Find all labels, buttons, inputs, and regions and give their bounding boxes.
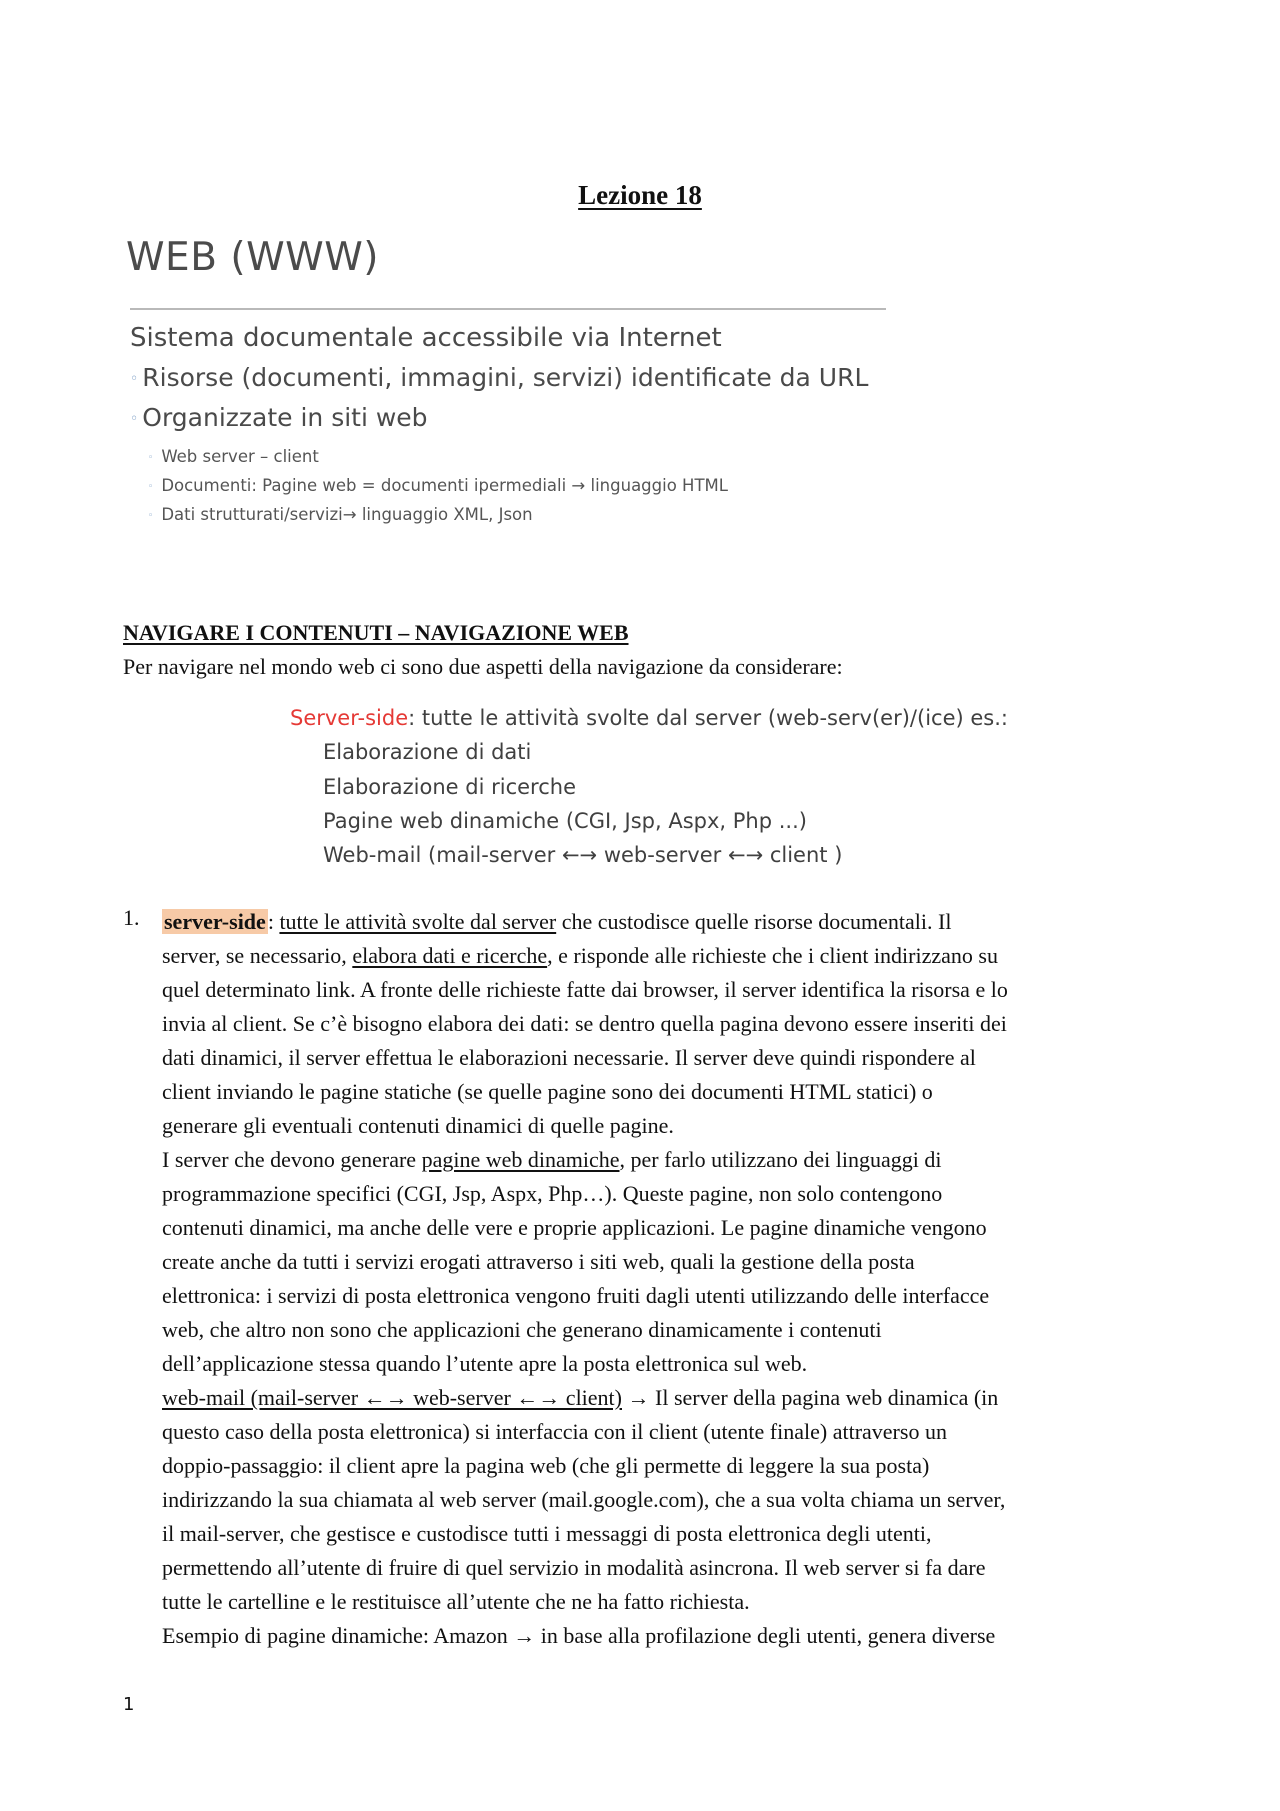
body-line: create anche da tutti i servizi erogati attraverso i siti web, quali la gestione della posta: [162, 1249, 915, 1274]
slide2-item: Elaborazione di dati: [323, 740, 532, 764]
underlined-phrase: web-mail (mail-server ←→ web-server ←→ client): [162, 1385, 622, 1410]
body-line: server-side: tutte le attività svolte dal server che custodisce quelle risorse documentali. Il: [164, 909, 952, 934]
intro-paragraph: Per navigare nel mondo web ci sono due aspetti della navigazione da considerare:: [123, 654, 843, 679]
body-line: web-mail (mail-server ←→ web-server ←→ client) → Il server della pagina web dinamica (in: [162, 1385, 999, 1410]
body-line: Esempio di pagine dinamiche: Amazon → in base alla profilazione degli utenti, genera diverse: [162, 1623, 996, 1648]
underlined-phrase: tutte le attività svolte dal server: [279, 909, 557, 934]
body-line: dell’applicazione stessa quando l’utente apre la posta elettronica sul web.: [162, 1351, 808, 1376]
body-line: client inviando le pagine statiche (se quelle pagine sono dei documenti HTML statici) o: [162, 1079, 933, 1104]
body-line: server, se necessario, elabora dati e ricerche, e risponde alle richieste che i client indirizzano su: [162, 943, 998, 968]
slide2-item: Web-mail (mail-server ←→ web-server ←→ client ): [323, 843, 843, 867]
slide-bullet-level1: ◦ Risorse (documenti, immagini, servizi) identificate da URL: [130, 363, 869, 392]
slide-bullet-level2: ◦ Documenti: Pagine web = documenti ipermediali → linguaggio HTML: [148, 476, 728, 495]
bullet-icon: ◦: [130, 411, 139, 427]
list-item-body: [162, 905, 1172, 1653]
body-line: doppio-passaggio: il client apre la pagina web (che gli permette di leggere la sua posta): [162, 1453, 930, 1478]
highlighted-term: server-side: [164, 909, 266, 934]
body-line: I server che devono generare pagine web dinamiche, per farlo utilizzano dei linguaggi di: [162, 1147, 942, 1172]
lesson-title: Lezione 18: [578, 180, 702, 210]
slide-bullet-level2: ◦ Web server – client: [148, 447, 319, 466]
list-number: 1.: [123, 905, 140, 930]
server-side-label: Server-side: [290, 706, 409, 730]
body-line: generare gli eventuali contenuti dinamici di quelle pagine.: [162, 1113, 674, 1138]
body-line: invia al client. Se c’è bisogno elabora dei dati: se dentro quella pagina devono essere inseriti dei: [162, 1011, 1007, 1036]
slide-main-point: Sistema documentale accessibile via Internet: [130, 323, 722, 353]
body-line: questo caso della posta elettronica) si interfaccia con il client (utente finale) attraverso un: [162, 1419, 947, 1444]
body-line: indirizzando la sua chiamata al web server (mail.google.com), che a sua volta chiama un server,: [162, 1487, 1006, 1512]
bullet-icon: ◦: [148, 482, 154, 492]
slide2-heading: Server-side: tutte le attività svolte dal server (web-serv(er)/(ice) es.:: [290, 706, 1008, 730]
underlined-phrase: elabora dati e ricerche: [352, 943, 548, 968]
underlined-phrase: pagine web dinamiche: [421, 1147, 620, 1172]
page-number: 1: [123, 1694, 135, 1715]
body-line: contenuti dinamici, ma anche delle vere e proprie applicazioni. Le pagine dinamiche vengono: [162, 1215, 987, 1240]
bullet-icon: ◦: [148, 511, 154, 521]
body-line: il mail-server, che gestisce e custodisce tutti i messaggi di posta elettronica degli utenti,: [162, 1521, 932, 1546]
bullet-icon: ◦: [148, 453, 154, 463]
body-line: tutte le cartelline e le restituisce all’utente che ne ha fatto richiesta.: [162, 1589, 750, 1614]
body-line: web, che altro non sono che applicazioni che generano dinamicamente i contenuti: [162, 1317, 882, 1342]
slide-image-web-www: [126, 235, 906, 524]
body-line: permettendo all’utente di fruire di quel servizio in modalità asincrona. Il web server si fa dare: [162, 1555, 986, 1580]
section-heading: NAVIGARE I CONTENUTI – NAVIGAZIONE WEB: [123, 620, 629, 645]
body-line: quel determinato link. A fronte delle richieste fatte dai browser, il server identifica la risorsa e lo: [162, 977, 1008, 1002]
slide-bullet-level1: ◦ Organizzate in siti web: [130, 403, 428, 432]
slide-divider: [130, 308, 886, 310]
slide2-item: Elaborazione di ricerche: [323, 775, 576, 799]
slide2-item: Pagine web dinamiche (CGI, Jsp, Aspx, Php ...): [323, 809, 807, 833]
body-line: dati dinamici, il server effettua le elaborazioni necessarie. Il server deve quindi rispondere al: [162, 1045, 976, 1070]
body-line: elettronica: i servizi di posta elettronica vengono fruiti dagli utenti utilizzando delle interfacce: [162, 1283, 990, 1308]
bullet-icon: ◦: [130, 371, 139, 387]
slide-title: WEB (WWW): [126, 235, 379, 280]
slide-bullet-level2: ◦ Dati strutturati/servizi→ linguaggio XML, Json: [148, 505, 533, 524]
body-line: programmazione specifici (CGI, Jsp, Aspx, Php…). Queste pagine, non solo contengono: [162, 1181, 943, 1206]
